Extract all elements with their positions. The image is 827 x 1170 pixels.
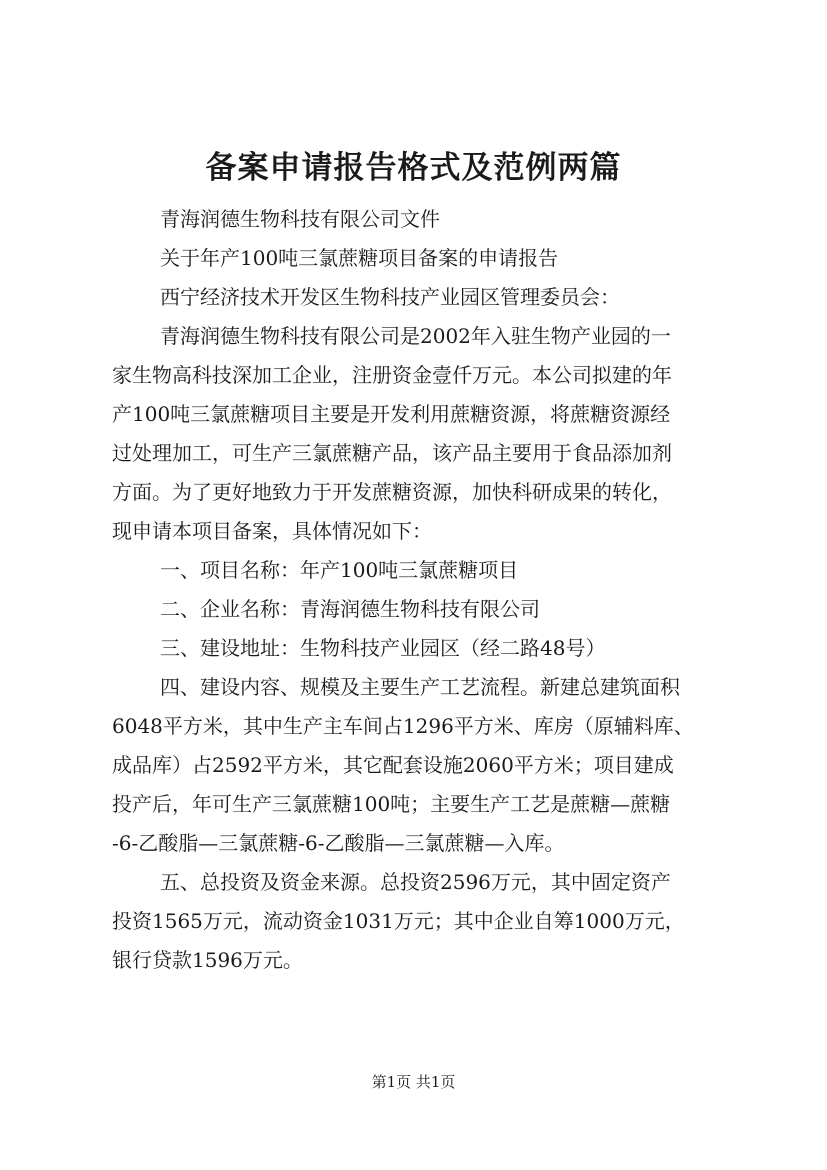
issuer-line: 青海润德生物科技有限公司文件 [160, 207, 440, 231]
paragraph-line: 投产后，年可生产三氯蔗糖100吨；主要生产工艺是蔗糖—蔗糖 [112, 792, 671, 816]
paragraph-line: 现申请本项目备案，具体情况如下： [112, 519, 432, 543]
item-project-name: 一、项目名称：年产100吨三氯蔗糖项目 [160, 558, 519, 582]
subject-line: 关于年产100吨三氯蔗糖项目备案的申请报告 [160, 246, 559, 270]
paragraph-line: 成品库）占2592平方米，其它配套设施2060平方米；项目建成 [112, 753, 674, 777]
paragraph-line: 家生物高科技深加工企业，注册资金壹仟万元。本公司拟建的年 [112, 363, 672, 387]
paragraph-line: -6-乙酸脂—三氯蔗糖-6-乙酸脂—三氯蔗糖—入库。 [112, 831, 565, 855]
paragraph-line: 青海润德生物科技有限公司是2002年入驻生物产业园的一 [160, 324, 671, 348]
item-site-address: 三、建设地址：生物科技产业园区（经二路48号） [160, 636, 606, 660]
paragraph-line: 五、总投资及资金来源。总投资2596万元，其中固定资产 [160, 870, 671, 894]
paragraph-line: 投资1565万元，流动资金1031万元；其中企业自筹1000万元， [112, 909, 685, 933]
paragraph-line: 过处理加工，可生产三氯蔗糖产品，该产品主要用于食品添加剂 [112, 441, 672, 465]
paragraph-line: 银行贷款1596万元。 [112, 948, 303, 972]
paragraph-line: 方面。为了更好地致力于开发蔗糖资源，加快科研成果的转化， [112, 480, 672, 504]
addressee-line: 西宁经济技术开发区生物科技产业园区管理委员会： [160, 285, 620, 309]
section-construction-content [112, 668, 732, 863]
page-footer: 第1页 共1页 [371, 1073, 456, 1091]
paragraph-line: 产100吨三氯蔗糖项目主要是开发利用蔗糖资源，将蔗糖资源经 [112, 402, 671, 426]
paragraph-line: 四、建设内容、规模及主要生产工艺流程。新建总建筑面积 [160, 675, 680, 699]
paragraph-line: 6048平方米，其中生产主车间占1296平方米、库房（原辅料库、 [112, 714, 694, 738]
document-body [112, 200, 732, 980]
document-title: 备案申请报告格式及范例两篇 [205, 150, 622, 186]
intro-paragraph [112, 317, 732, 551]
section-investment [112, 863, 732, 980]
item-company-name: 二、企业名称：青海润德生物科技有限公司 [160, 597, 540, 621]
